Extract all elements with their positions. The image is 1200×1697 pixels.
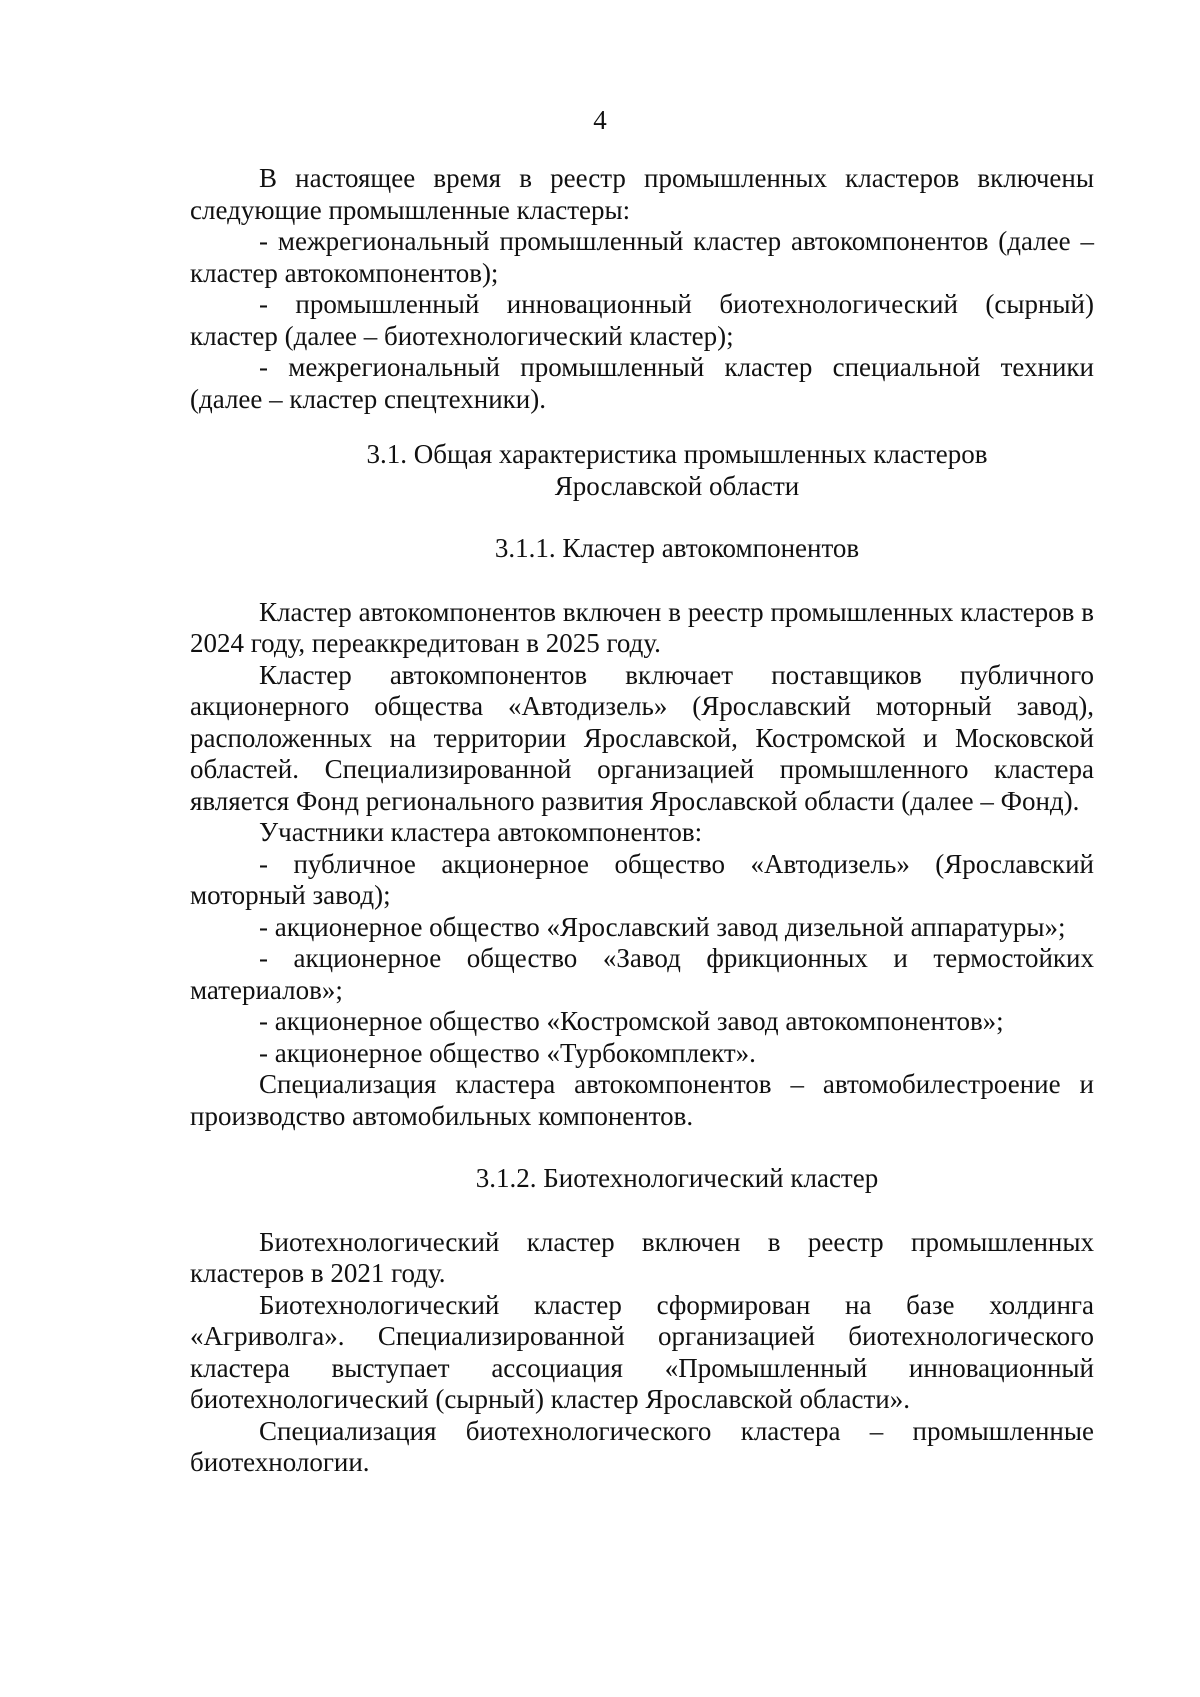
intro-lead: В настоящее время в реестр промышленных кластеров включены следующие промышленные кластеры:: [190, 163, 1094, 225]
intro-item: - межрегиональный промышленный кластер автокомпонентов (далее – кластер автокомпонентов);: [190, 226, 1094, 288]
section-heading-3-1-2: 3.1.2. Биотехнологический кластер: [475, 1163, 879, 1193]
biotech-paragraph: Биотехнологический кластер сформирован на базе холдинга «Агриволга». Специализированной организацией биотехнологического кластера выступает ассоциация «Промышленный инновационный биотехнологический (сырный) кластер Ярославской области».: [190, 1289, 1094, 1414]
participant-item: - акционерное общество «Турбокомплект».: [259, 1037, 756, 1068]
biotech-paragraph: Биотехнологический кластер включен в реестр промышленных кластеров в 2021 году.: [190, 1226, 1094, 1288]
autocomponents-specialization: Специализация кластера автокомпонентов – автомобилестроение и производство автомобильных компонентов.: [190, 1069, 1094, 1131]
section-heading-3-1-line2: Ярославской области: [554, 470, 800, 501]
participants-lead: Участники кластера автокомпонентов:: [259, 817, 703, 847]
autocomponents-paragraph: Кластер автокомпонентов включен в реестр промышленных кластеров в 2024 году, переаккредитован в 2025 году.: [190, 596, 1094, 658]
participant-item: - публичное акционерное общество «Автодизель» (Ярославский моторный завод);: [190, 848, 1094, 910]
participant-item: - акционерное общество «Завод фрикционных и термостойких материалов»;: [190, 943, 1094, 1005]
document-body: [190, 163, 1094, 1479]
section-heading-3-1-1: 3.1.1. Кластер автокомпонентов: [494, 533, 860, 563]
autocomponents-paragraph: Кластер автокомпонентов включает поставщиков публичного акционерного общества «Автодизель» (Ярославский моторный завод), расположенных на территории Ярославской, Костромской и Московской областей. Специализированной организацией промышленного кластера является Фонд регионального развития Ярославской области (далее – Фонд).: [190, 659, 1094, 816]
section-heading-3-1-line1: 3.1. Общая характеристика промышленных кластеров: [366, 439, 988, 469]
participant-item: - акционерное общество «Костромской завод автокомпонентов»;: [259, 1006, 1004, 1036]
intro-item: - промышленный инновационный биотехнологический (сырный) кластер (далее – биотехнологический кластер);: [190, 289, 1094, 351]
page-number: 4: [593, 105, 607, 135]
intro-item: - межрегиональный промышленный кластер специальной техники (далее – кластер спецтехники).: [190, 352, 1094, 414]
biotech-specialization: Специализация биотехнологического кластера – промышленные биотехнологии.: [190, 1415, 1094, 1477]
participant-item: - акционерное общество «Ярославский завод дизельной аппаратуры»;: [259, 911, 1066, 942]
